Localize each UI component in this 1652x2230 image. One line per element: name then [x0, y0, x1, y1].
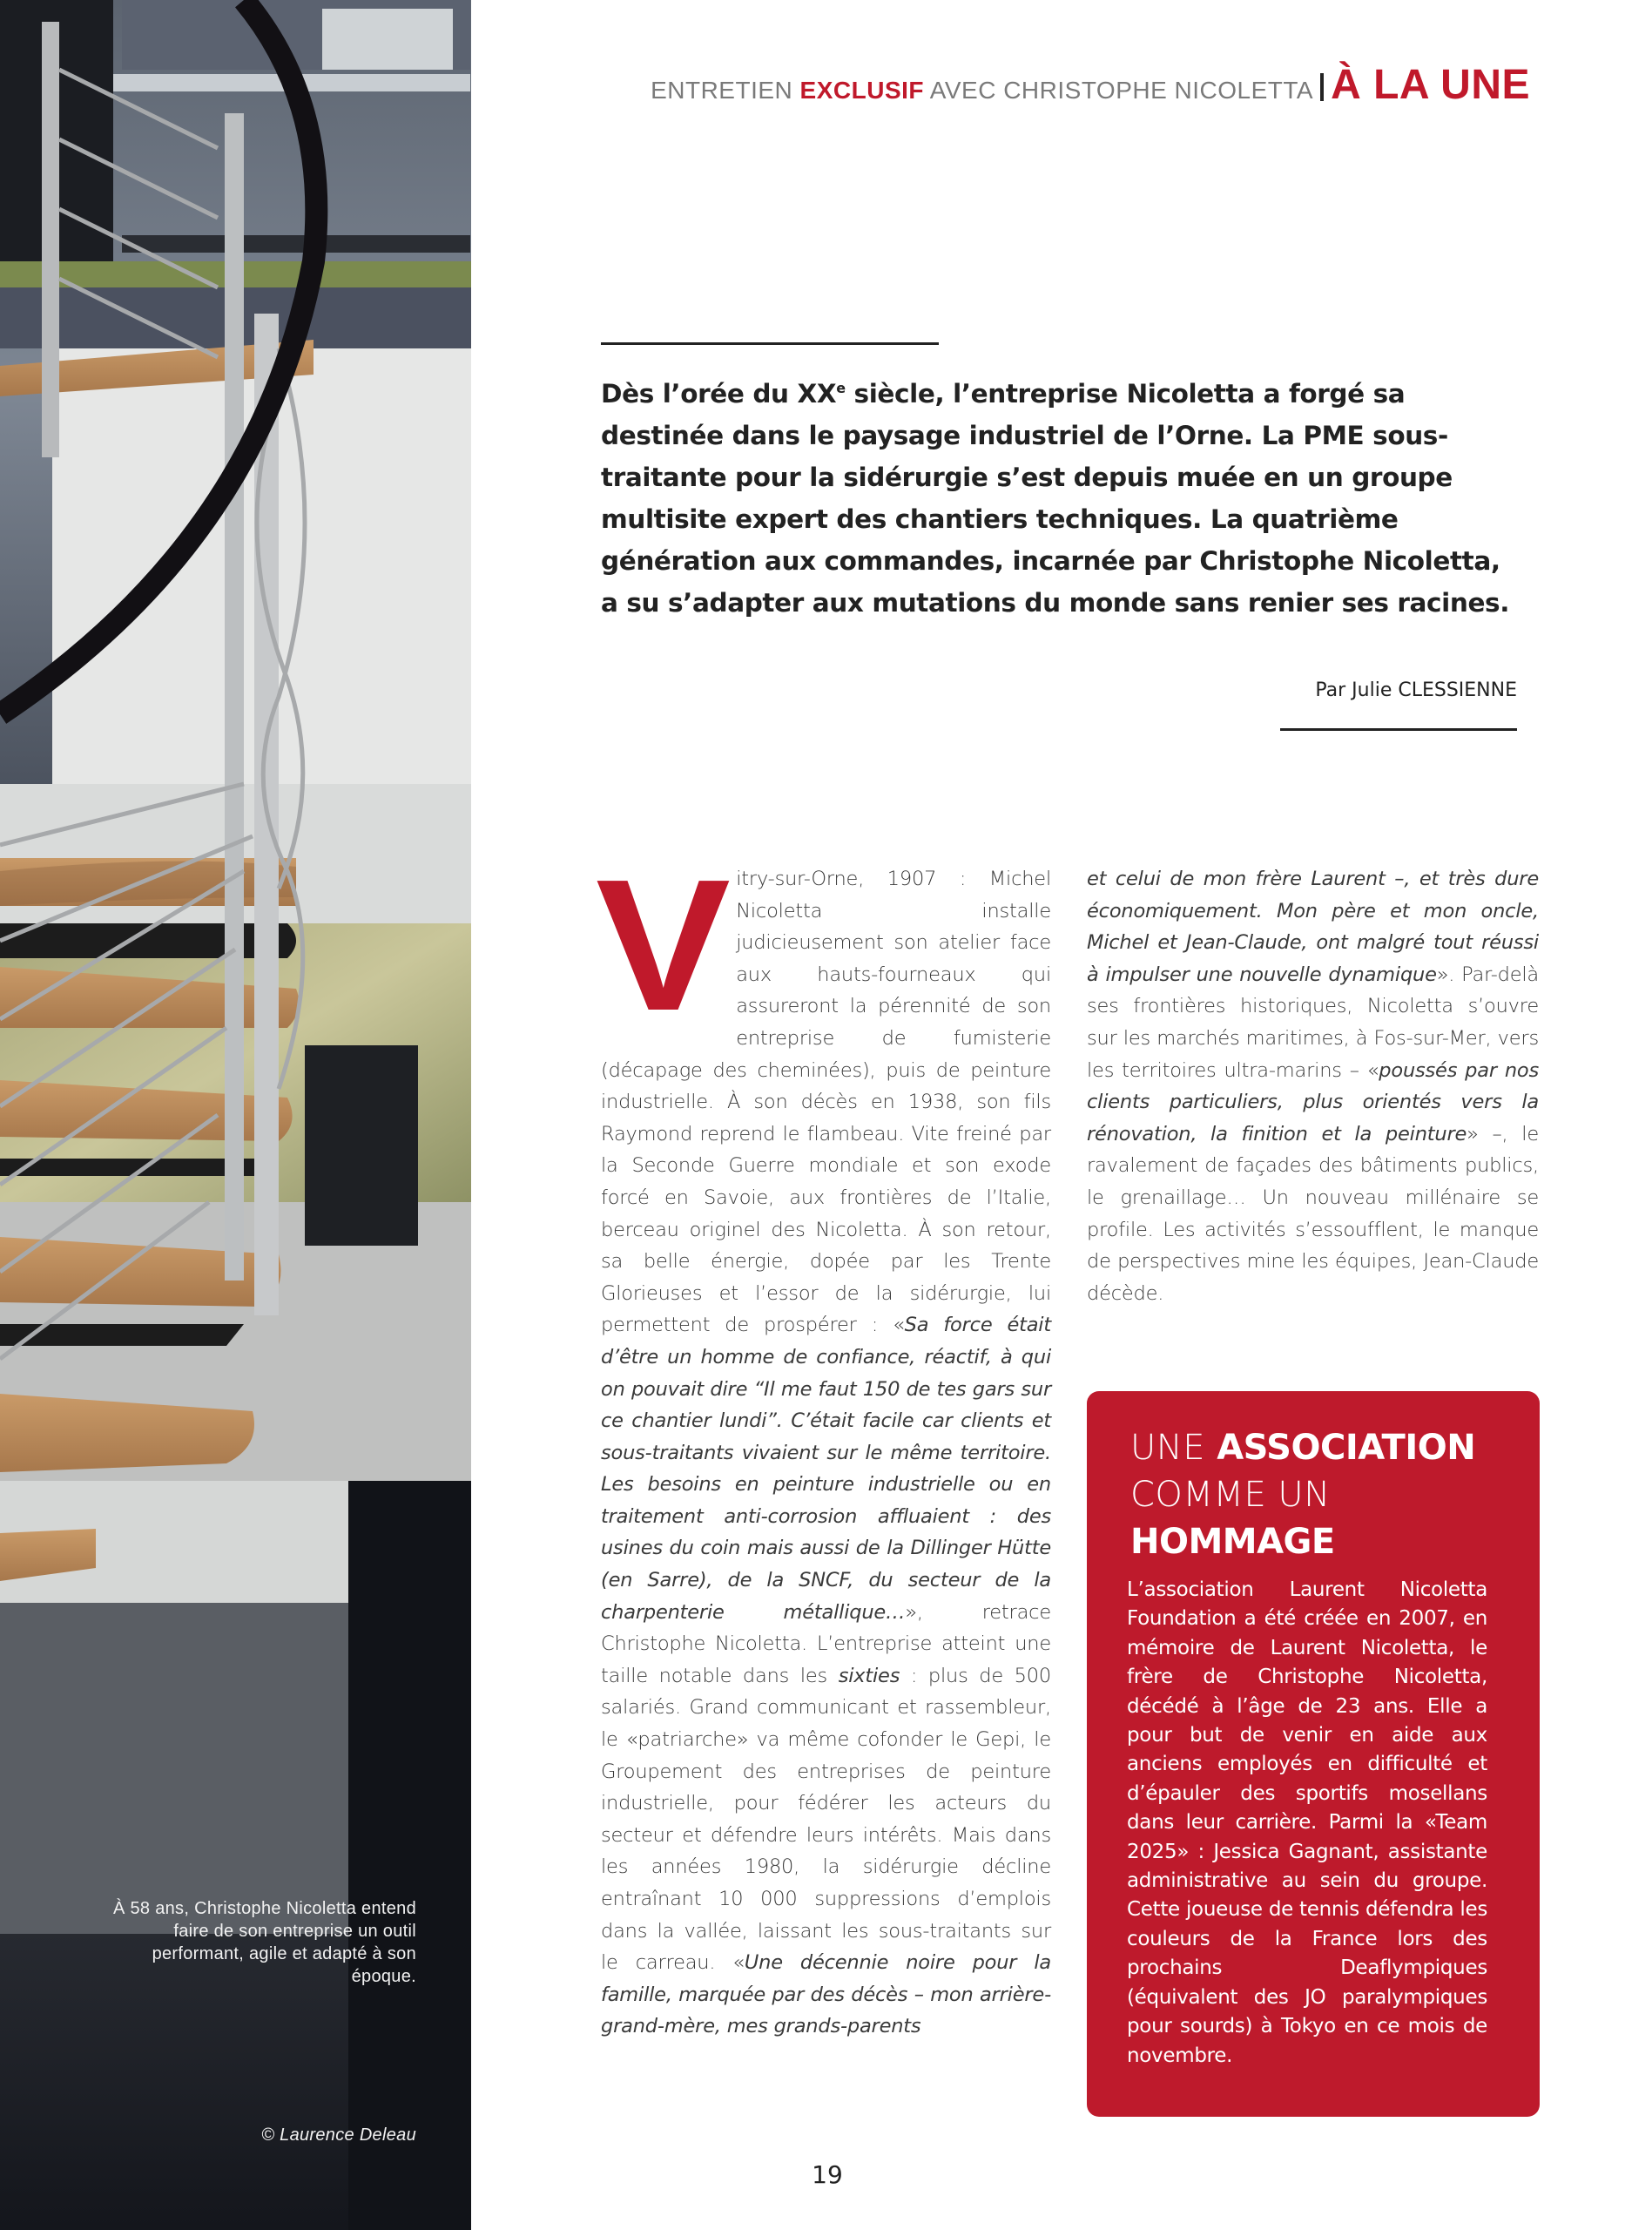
- rubric-prefix: ENTRETIEN: [651, 77, 800, 104]
- col1-segment: sixties: [838, 1664, 900, 1687]
- lead-text-1: Dès l’orée du XX: [601, 379, 837, 409]
- box-title-bold-1: ASSOCIATION: [1217, 1428, 1476, 1468]
- rubric-suffix: AVEC CHRISTOPHE NICOLETTA: [924, 77, 1314, 104]
- col1-segment: », retrace Christophe Nicoletta. L’entreprise atteint une taille notable dans les: [601, 1600, 1051, 1687]
- photo-caption: À 58 ans, Christophe Nicoletta entend faire de son entreprise un outil performant, agile et adapté à son époque.: [113, 1899, 416, 1986]
- photo-credit: © Laurence Deleau: [261, 2125, 416, 2145]
- rubric-title: [651, 77, 1313, 105]
- rubric-highlight: EXCLUSIF: [799, 77, 925, 104]
- article-column-2-text: [1087, 868, 1539, 1305]
- box-title-light-1: UNE: [1130, 1428, 1217, 1468]
- byline: Par Julie CLESSIENNE: [1315, 679, 1517, 701]
- section-title: À LA UNE: [1331, 62, 1530, 108]
- lead-paragraph: [601, 373, 1515, 624]
- article-column-1: [596, 840, 1052, 2043]
- box-title: [1130, 1424, 1514, 1565]
- box-title-bold-2: HOMMAGE: [1130, 1522, 1335, 1562]
- lead-superscript: e: [836, 380, 846, 397]
- col2-segment: poussés par nos clients particuliers, plus orientés vers la rénovation, la finition et la peinture: [1087, 1058, 1539, 1145]
- header-separator: [1320, 73, 1324, 101]
- drop-cap: V: [596, 840, 731, 1050]
- lead-text-2: siècle, l’entreprise Nicoletta a forgé sa destinée dans le paysage industriel de l’Orne. La PME sous-traitante pour la sidérurgie s’est depuis muée en un groupe multisite expert des chantiers techniques. La quatrième génération aux commandes, incarnée par Christophe Nicoletta, a su s’adapter aux mutations du monde sans renier ses racines.: [601, 379, 1510, 618]
- col2-segment: ». Par-delà ses frontières historiques, Nicoletta s’ouvre sur les marchés maritimes, à Fos-sur-Mer, vers les territoires ultra-marins – «: [1087, 963, 1539, 1082]
- col1-segment: : plus de 500 salariés. Grand communicant et rassembleur, le «patriarche» va même cofonder le Gepi, le Groupement des entreprises de peinture industrielle, pour fédérer les acteurs du secteur et défendre leurs intérêts. Mais dans les années 1980, la sidérurgie décline entraînant 10 000 suppressions d’emplois dans la vallée, laissant les sous-traitants sur le carreau. «: [601, 1664, 1051, 1975]
- page-header: [651, 61, 1530, 109]
- col1-segment: itry-sur-Orne, 1907 : Michel Nicoletta installe judicieusement son atelier face aux hauts-fourneaux qui assureront la pérennité de son entreprise de fumisterie (décapage des cheminées), puis de peinture industrielle. À son décès en 1938, son fils Raymond reprend le flambeau. Vite freiné par la Seconde Guerre mondiale et son exode forcé en Savoie, aux frontières de l’Italie, berceau originel des Nicoletta. À son retour, sa belle énergie, dopée par les Trente Glorieuses et l’essor de la sidérurgie, lui permettent de prospérer : «: [601, 868, 1051, 1337]
- page-number: 19: [812, 2160, 843, 2189]
- col1-segment: Une décennie noire pour la famille, marquée par des décès – mon arrière-grand-mère, mes grands-parents: [601, 1951, 1052, 2038]
- box-title-light-2: COMME UN: [1130, 1475, 1331, 1515]
- article-column-2: [1087, 863, 1539, 1309]
- sidebar-box-association: [1087, 1391, 1540, 2117]
- staircase-photo: [0, 0, 471, 2230]
- box-text: L’association Laurent Nicoletta Foundation a été créée en 2007, en mémoire de Laurent Nicoletta, le frère de Christophe Nicoletta, décédé à l’âge de 23 ans. Elle a pour but de venir en aide aux anciens employés en difficulté et d’épauler des sportifs mosellans dans leur carrière. Parmi la «Team 2025» : Jessica Gagnant, assistante administrative au sein du groupe. Cette joueuse de tennis défendra les couleurs de la France lors des prochains Deaflympiques (équivalent des JO paralympiques pour sourds) à Tokyo en ce mois de novembre.: [1127, 1578, 1487, 2067]
- byline-rule: [1280, 728, 1517, 731]
- intro-rule: [601, 342, 939, 345]
- staircase-photo-illustration: [0, 0, 471, 2230]
- col2-segment: » –, le ravalement de façades des bâtiments publics, le grenaillage… Un nouveau millénaire se profile. Les activités s’essoufflent, le manque de perspectives mine les équipes, Jean-Claude décède.: [1087, 1122, 1539, 1305]
- col2-segment: et celui de mon frère Laurent –, et très dure économiquement. Mon père et mon oncle, Michel et Jean-Claude, ont malgré tout réussi à impulser une nouvelle dynamique: [1087, 868, 1539, 986]
- col1-segment: Sa force était d’être un homme de confiance, réactif, à qui on pouvait dire “Il me faut 150 de tes gars sur ce chantier lundi”. C’était facile car clients et sous-traitants vivaient sur le même territoire. Les besoins en peinture industrielle ou en traitement anti-corrosion affluaient : des usines du coin mais aussi de la Dillinger Hütte (en Sarre), de la SNCF, du secteur de la charpenterie métallique…: [601, 1314, 1051, 1624]
